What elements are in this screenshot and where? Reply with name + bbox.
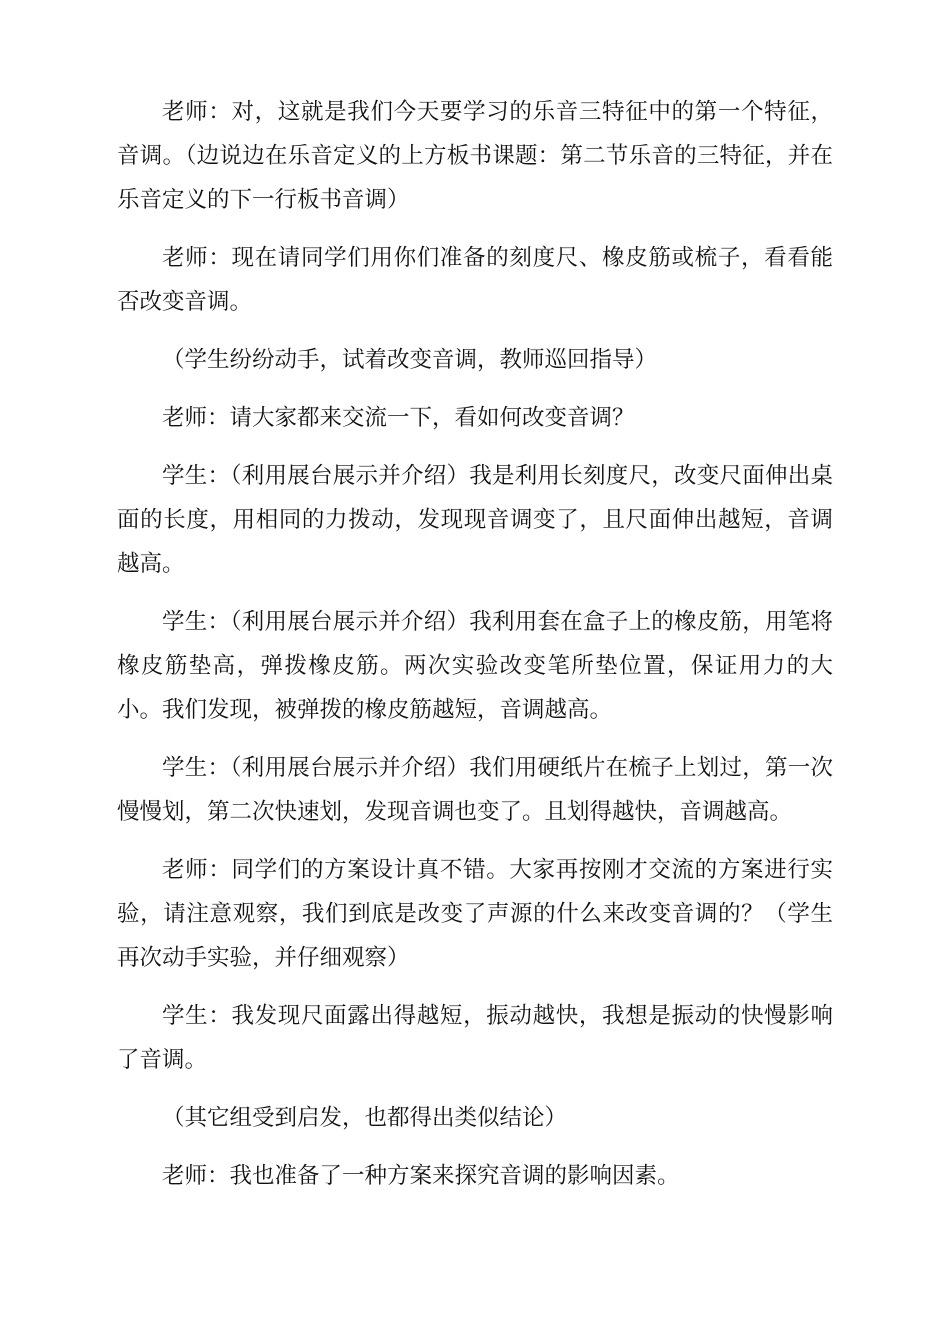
paragraph-student-rubber-band: 学生：（利用展台展示并介绍）我利用套在盒子上的橡皮筋，用笔将橡皮筋垫高，弹拨橡皮筋。两次实验改变笔所垫位置，保证用力的大小。我们发现，被弹拨的橡皮筋越短，音调越高。 [117,609,833,723]
paragraph-teacher-observe: 老师：同学们的方案设计真不错。大家再按刚才交流的方案进行实验，请注意观察，我们到底是改变了声源的什么来改变音调的？（学生再次动手实验，并仔细观察） [117,857,833,971]
document-body [117,90,833,1212]
paragraph-teacher-discuss: 老师：请大家都来交流一下，看如何改变音调？ [162,405,635,431]
paragraph-teacher-pitch-intro: 老师：对，这就是我们今天要学习的乐音三特征中的第一个特征，音调。（边说边在乐音定义的上方板书课题：第二节乐音的三特征，并在乐音定义的下一行板书音调） [117,99,833,213]
paragraph-student-conclusion: 学生：我发现尺面露出得越短，振动越快，我想是振动的快慢影响了音调。 [117,1003,833,1073]
paragraph-student-comb: 学生：（利用展台展示并介绍）我们用硬纸片在梳子上划过，第一次慢慢划，第二次快速划，发现音调也变了。且划得越快，音调越高。 [117,755,833,825]
paragraph-teacher-own-scheme: 老师：我也准备了一种方案来探究音调的影响因素。 [162,1163,680,1189]
paragraph-stage-direction-other-groups: （其它组受到启发，也都得出类似结论） [162,1105,568,1131]
paragraph-student-ruler: 学生：（利用展台展示并介绍）我是利用长刻度尺，改变尺面伸出桌面的长度，用相同的力拨动，发现现音调变了，且尺面伸出越短，音调越高。 [117,463,833,577]
paragraph-stage-direction-students-try: （学生纷纷动手，试着改变音调，教师巡回指导） [162,347,658,373]
paragraph-teacher-tools-prompt: 老师：现在请同学们用你们准备的刻度尺、橡皮筋或梳子，看看能否改变音调。 [117,245,833,315]
